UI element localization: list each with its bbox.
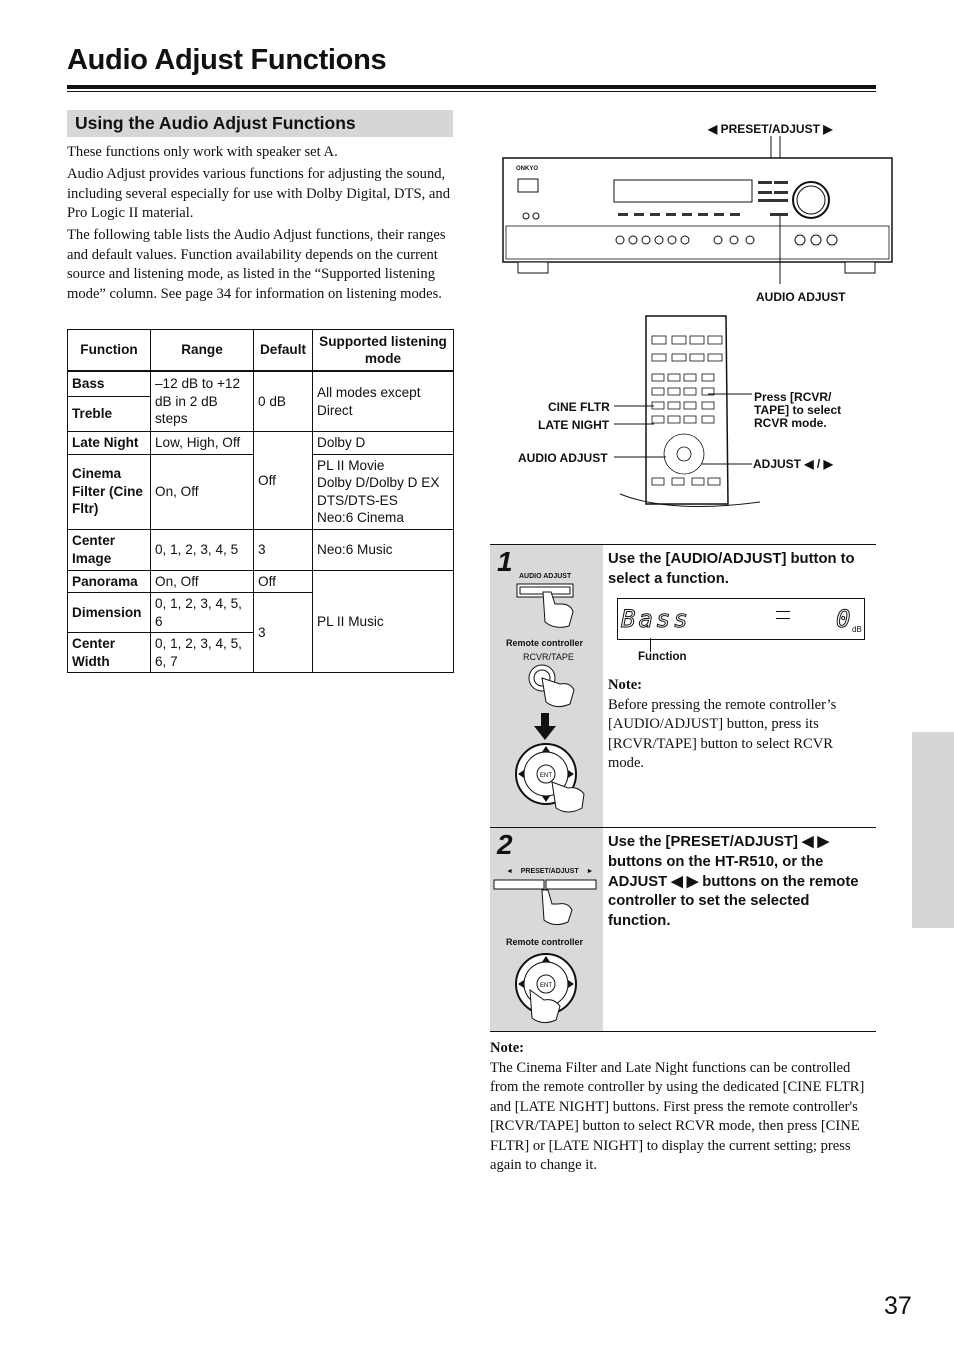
press-rcvr-line-1: Press [RCVR/ (754, 390, 832, 404)
bottom-note-text: The Cinema Filter and Late Night functions can be controlled from the remote controller by using the dedicated [CINE FLTR] and [LATE NIGHT] buttons. First press the remote controller's [RCVR/TAPE] button to select RCVR mode, then press [CINE FLTR] or [LATE NIGHT] to display the current setting; press again to change it. (490, 1059, 865, 1173)
header-range: Range (151, 330, 254, 372)
display-panel (617, 598, 865, 640)
intro-paragraph-3: The following table lists the Audio Adjust functions, their ranges and default values. Function availability depends on the current source and listening mode, as listed in the “Supported listening mode” column. See page 34 for information on listening modes. (67, 227, 446, 302)
header-default: Default (254, 330, 313, 372)
display-db-indicator: dB (852, 625, 862, 634)
header-function: Function (68, 330, 151, 372)
step2-remote-label: Remote controller (506, 937, 584, 947)
pl2-music-modes: PL II Music (313, 570, 454, 673)
cinema-mode-4: Neo:6 Cinema (317, 510, 404, 525)
audio-adjust-button-icon (515, 582, 585, 632)
remote-dpad-icon (512, 742, 592, 816)
cinema-filter-modes (313, 454, 454, 529)
cinema-mode-3: DTS/DTS-ES (317, 492, 398, 508)
row-treble: Treble (68, 397, 151, 432)
header-supported: Supported listening mode (313, 330, 454, 372)
preset-adjust-buttons-icon (492, 878, 602, 934)
function-leader-line (650, 638, 651, 652)
center-image-modes: Neo:6 Music (313, 529, 454, 570)
section-heading-text: Using the Audio Adjust Functions (75, 113, 356, 133)
cinema-mode-2: Dolby D/Dolby D EX (317, 475, 440, 490)
press-rcvr-label (754, 391, 841, 430)
display-equals-sign (776, 611, 790, 619)
row-dimension: Dimension (68, 593, 151, 633)
panorama-range: On, Off (151, 570, 254, 593)
step2-number: 2 (497, 829, 513, 860)
step2-preset-text: PRESET/ADJUST (520, 868, 579, 875)
intro-paragraph-2: Audio Adjust provides various functions for adjusting the sound, including several especially for use with Dolby Digital, DTS, and Pro Logic II material. (67, 166, 451, 221)
step2-instruction: Use the [PRESET/ADJUST] ◀ ▶ buttons on the HT-R510, or the ADJUST ◀ ▶ buttons on the remote controller to set the selected function. (608, 834, 859, 930)
dim-width-default: 3 (254, 593, 313, 673)
cine-fltr-label: CINE FLTR (548, 400, 610, 414)
row-center-width: Center Width (68, 633, 151, 673)
step1-note-title: Note: (608, 677, 643, 693)
late-night-range: Low, High, Off (151, 432, 254, 455)
remote-controller-figure (610, 314, 760, 514)
bass-treble-range: –12 dB to +12 dB in 2 dB steps (151, 371, 254, 432)
bottom-note-title: Note: (490, 1040, 525, 1056)
title-rule-thin (67, 91, 876, 92)
row-late-night: Late Night (68, 432, 151, 455)
rcvr-tape-label: RCVR/TAPE (523, 652, 574, 662)
step1-button-label: AUDIO ADJUST (519, 573, 572, 580)
center-width-range: 0, 1, 2, 3, 4, 5, 6, 7 (151, 633, 254, 673)
preset-adjust-label: ◀ PRESET/ADJUST ▶ (708, 122, 833, 136)
svg-text:ENT: ENT (540, 773, 552, 779)
audio-adjust-receiver-label: AUDIO ADJUST (756, 290, 846, 304)
row-panorama: Panorama (68, 570, 151, 593)
bottom-note (490, 1039, 878, 1176)
row-center-image: Center Image (68, 529, 151, 570)
press-rcvr-line-3: RCVR mode. (754, 416, 827, 430)
step1-note-text: Before pressing the remote controller’s [AUDIO/ADJUST] button, press its [RCVR/TAPE] button to select RCVR mode. (608, 696, 837, 771)
press-rcvr-line-2: TAPE] to select (754, 403, 842, 417)
side-tab (912, 732, 954, 928)
intro-paragraph-1: These functions only work with speaker set A. (67, 144, 338, 160)
bass-treble-modes: All modes except Direct (313, 371, 454, 432)
receiver-brand: ONKYO (516, 166, 539, 172)
rcvr-tape-button-icon (520, 662, 580, 712)
page-number: 37 (884, 1292, 912, 1320)
center-image-range: 0, 1, 2, 3, 4, 5 (151, 529, 254, 570)
display-value-text: 0 (836, 605, 851, 633)
step2-bottom-rule (490, 1031, 876, 1032)
center-image-default: 3 (254, 529, 313, 570)
display-function-label: Function (638, 651, 687, 663)
audio-adjust-remote-label: AUDIO ADJUST (518, 451, 608, 465)
step1-number: 1 (497, 546, 513, 577)
display-function-text: Bass (621, 605, 691, 633)
step1-note (608, 676, 870, 774)
late-night-label: LATE NIGHT (538, 418, 610, 432)
row-bass: Bass (68, 371, 151, 397)
page-title: Audio Adjust Functions (67, 44, 387, 76)
dimension-range: 0, 1, 2, 3, 4, 5, 6 (151, 593, 254, 633)
bass-treble-default: 0 dB (254, 371, 313, 432)
row-cinema-filter: Cinema Filter (Cine Fltr) (68, 454, 151, 529)
step1-instruction: Use the [AUDIO/ADJUST] button to select a function. (608, 551, 855, 587)
audio-adjust-table (67, 329, 454, 673)
cinema-filter-range: On, Off (151, 454, 254, 529)
late-cinema-default: Off (254, 432, 313, 530)
section-heading (67, 110, 453, 137)
title-rule (67, 85, 876, 89)
svg-text:ENT: ENT (540, 983, 552, 989)
panorama-default: Off (254, 570, 313, 593)
adjust-label: ADJUST ◀ / ▶ (753, 457, 833, 471)
arrow-down-icon (534, 713, 556, 741)
cinema-mode-1: PL II Movie (317, 457, 385, 473)
receiver-front-panel (500, 136, 896, 296)
remote-dpad-icon-2 (512, 952, 592, 1028)
step1-remote-label: Remote controller (506, 638, 584, 648)
step2-preset-label: ◄ PRESET/ADJUST ► (506, 868, 594, 875)
late-night-modes: Dolby D (313, 432, 454, 455)
